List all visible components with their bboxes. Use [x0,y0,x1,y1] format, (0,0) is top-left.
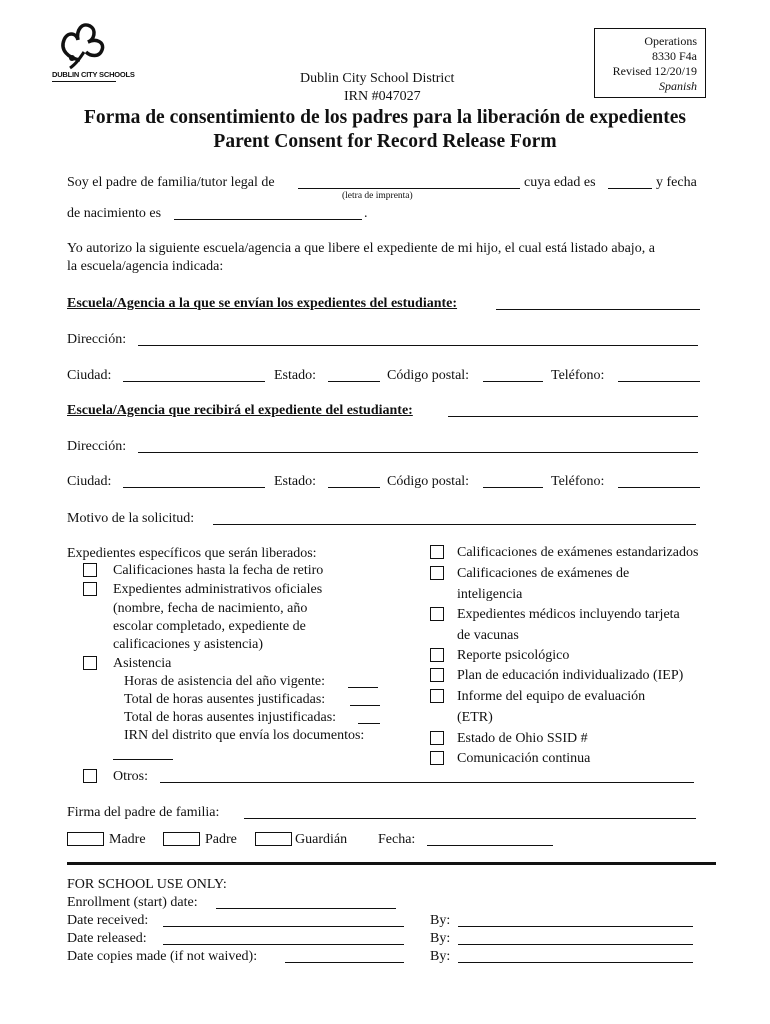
expedientes-medicos-label: Expedientes médicos incluyendo tarjeta [457,607,680,622]
authorize-text: la escuela/agencia indicada: [67,259,224,274]
copies-label: Date copies made (if not waived): [67,949,258,964]
enrollment-field[interactable] [216,895,396,909]
receiving-estado-label: Estado: [274,474,316,489]
motivo-field[interactable] [213,511,696,525]
checkbox-examenes-inteligencia[interactable] [430,566,444,580]
irn-distrito-field[interactable] [113,746,173,760]
title-spanish: Forma de consentimiento de los padres para la liberación de expedientes [84,107,686,128]
logo-text: DUBLIN CITY SCHOOLS [52,70,135,79]
intro-y-fecha: y fecha [656,175,697,190]
padre-label: Padre [205,832,237,847]
iep-label: Plan de educación individualizado (IEP) [457,668,684,683]
sending-direccion-label: Dirección: [67,332,127,347]
district-name: Dublin City School District [300,71,455,86]
receiving-zip-field[interactable] [483,474,543,488]
admin-label: Expedientes administrativos oficiales [113,582,323,597]
copies-field[interactable] [285,949,404,963]
ops-line: Revised 12/20/19 [612,64,697,78]
etr-label: Informe del equipo de evaluación [457,689,646,704]
district-logo [50,20,135,90]
intro-nacimiento: de nacimiento es [67,206,162,221]
receiving-state-field[interactable] [328,474,380,488]
asistencia-label: Asistencia [113,656,172,671]
ops-line: Spanish [658,79,697,93]
madre-box[interactable] [67,832,104,846]
received-label: Date received: [67,913,149,928]
checkbox-iep[interactable] [430,668,444,682]
admin-label: (nombre, fecha de nacimiento, año [113,601,308,616]
released-by-label: By: [430,931,451,946]
receiving-ciudad-label: Ciudad: [67,474,112,489]
receiving-city-field[interactable] [123,474,265,488]
fecha-label: Fecha: [378,832,416,847]
title-english: Parent Consent for Record Release Form [213,131,557,152]
student-name-field[interactable] [298,175,520,189]
released-field[interactable] [163,931,404,945]
received-by-label: By: [430,913,451,928]
sending-estado-label: Estado: [274,368,316,383]
sending-zip-field[interactable] [483,368,543,382]
guardian-box[interactable] [255,832,292,846]
examenes-inteligencia-label: Calificaciones de exámenes de [457,566,630,581]
ops-line: Operations [644,34,697,48]
checkbox-etr[interactable] [430,689,444,703]
examenes-estandarizados-label: Calificaciones de exámenes estandarizados [457,545,699,560]
sending-city-field[interactable] [123,368,265,382]
checkbox-ohio-ssid[interactable] [430,731,444,745]
receiving-address-field[interactable] [138,439,698,453]
received-field[interactable] [163,913,404,927]
sending-ciudad-label: Ciudad: [67,368,112,383]
fecha-field[interactable] [427,832,553,846]
horas-justificadas-label: Total de horas ausentes justificadas: [124,692,326,707]
age-field[interactable] [608,175,652,189]
receiving-telefono-label: Teléfono: [551,474,605,489]
reporte-psicologico-label: Reporte psicológico [457,648,570,663]
receiving-heading: Escuela/Agencia que recibirá el expediente del estudiante: [67,403,413,418]
letra-note: (letra de imprenta) [342,191,413,201]
intro-period: . [364,206,368,221]
operations-box [594,28,706,98]
authorize-text: Yo autorizo la siguiente escuela/agencia a que libere el expediente de mi hijo, el cual está listado abajo, a [67,241,655,256]
district-irn: IRN #047027 [344,89,421,104]
ops-line: 8330 F4a [652,49,697,63]
otros-field[interactable] [160,769,694,783]
sending-phone-field[interactable] [618,368,700,382]
sending-heading: Escuela/Agencia a la que se envían los expedientes del estudiante: [67,296,458,311]
records-heading: Expedientes específicos que serán liberados: [67,546,317,561]
checkbox-calif-retiro[interactable] [83,563,97,577]
checkbox-asistencia[interactable] [83,656,97,670]
checkbox-admin[interactable] [83,582,97,596]
receiving-direccion-label: Dirección: [67,439,127,454]
irn-distrito-label: IRN del distrito que envía los documentos: [124,728,365,743]
receiving-school-field[interactable] [448,403,698,417]
signature-field[interactable] [244,805,696,819]
receiving-codigo-label: Código postal: [387,474,470,489]
released-by-field[interactable] [458,931,693,945]
intro-soy: Soy el padre de familia/tutor legal de [67,175,275,190]
guardian-label: Guardián [295,832,348,847]
comunicacion-continua-label: Comunicación continua [457,751,591,766]
horas-injustificadas-label: Total de horas ausentes injustificadas: [124,710,337,725]
examenes-inteligencia-label: inteligencia [457,587,523,602]
checkbox-reporte-psicologico[interactable] [430,648,444,662]
enrollment-label: Enrollment (start) date: [67,895,198,910]
section-divider [67,862,716,865]
calif-retiro-label: Calificaciones hasta la fecha de retiro [113,563,324,578]
firma-label: Firma del padre de familia: [67,805,220,820]
checkbox-comunicacion-continua[interactable] [430,751,444,765]
horas-vigente-field[interactable] [348,674,378,688]
copies-by-field[interactable] [458,949,693,963]
intro-cuya-edad: cuya edad es [524,175,596,190]
school-use-heading: FOR SCHOOL USE ONLY: [67,877,227,892]
horas-vigente-label: Horas de asistencia del año vigente: [124,674,325,689]
ohio-ssid-label: Estado de Ohio SSID # [457,731,588,746]
etr-label: (ETR) [457,710,493,725]
horas-justificadas-field[interactable] [350,692,380,706]
shamrock-icon [50,20,120,70]
padre-box[interactable] [163,832,200,846]
birthdate-field[interactable] [174,206,362,220]
receiving-phone-field[interactable] [618,474,700,488]
sending-state-field[interactable] [328,368,380,382]
admin-label: calificaciones y asistencia) [113,637,264,652]
sending-address-field[interactable] [138,332,698,346]
admin-label: escolar completado, expediente de [113,619,306,634]
checkbox-otros[interactable] [83,769,97,783]
horas-injustificadas-field[interactable] [358,710,380,724]
checkbox-examenes-estandarizados[interactable] [430,545,444,559]
sending-telefono-label: Teléfono: [551,368,605,383]
expedientes-medicos-label: de vacunas [457,628,519,643]
released-label: Date released: [67,931,147,946]
copies-by-label: By: [430,949,451,964]
received-by-field[interactable] [458,913,693,927]
madre-label: Madre [109,832,146,847]
sending-school-field[interactable] [496,296,700,310]
otros-label: Otros: [113,769,148,784]
motivo-label: Motivo de la solicitud: [67,511,195,526]
sending-codigo-label: Código postal: [387,368,470,383]
checkbox-expedientes-medicos[interactable] [430,607,444,621]
